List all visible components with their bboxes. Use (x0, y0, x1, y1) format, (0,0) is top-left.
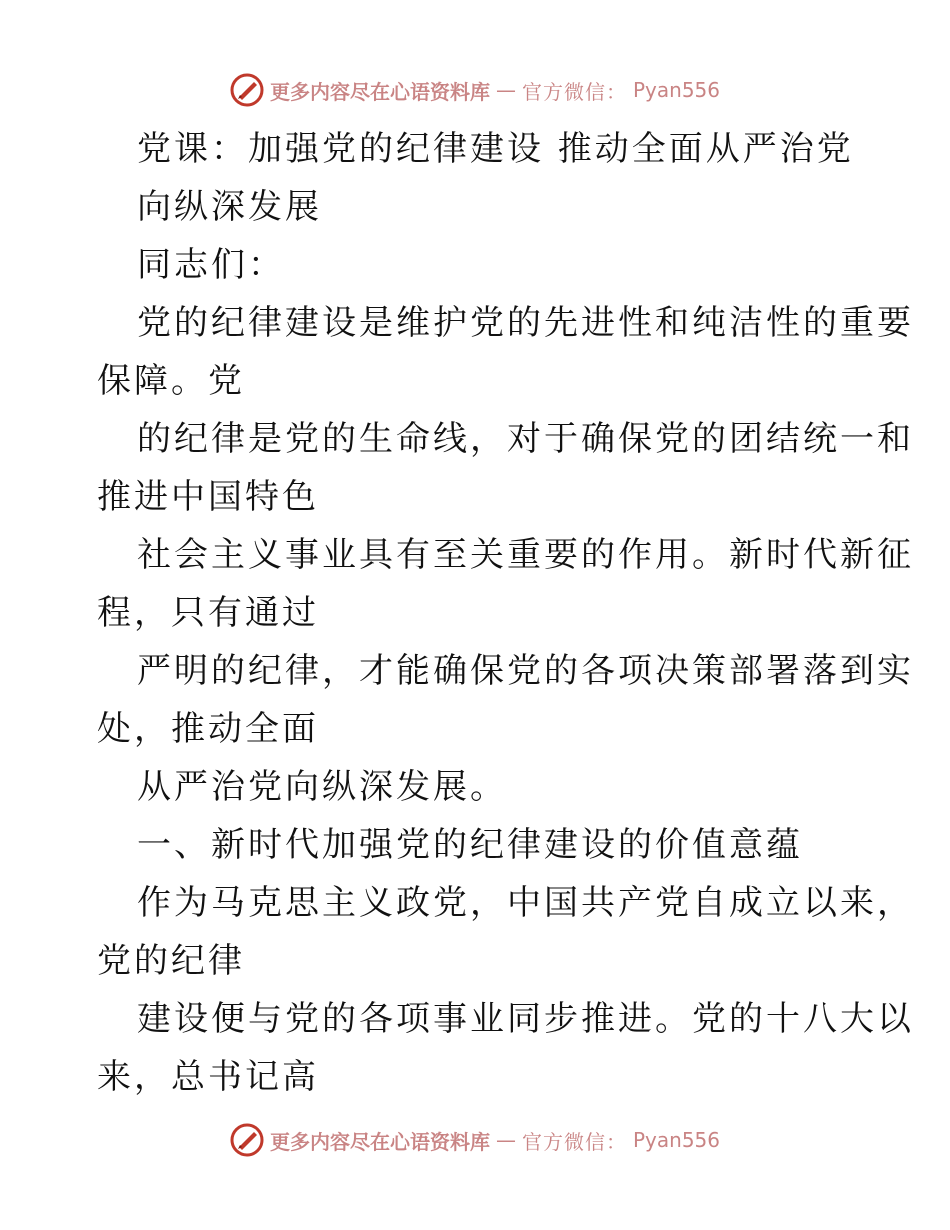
text-line: 建设便与党的各项事业同步推进。党的十八大以 (137, 999, 914, 1039)
title-line-1: 党课：加强党的纪律建设 推动全面从严治党 (137, 129, 854, 169)
title-line-2: 向纵深发展 (137, 187, 322, 227)
document-body (97, 120, 914, 1106)
text-line: 严明的纪律，才能确保党的各项决策部署落到实 (137, 651, 914, 691)
banner-dash: — (495, 1128, 516, 1152)
text-line: 程，只有通过 (97, 593, 319, 633)
text-line: 来，总书记高 (97, 1057, 319, 1097)
banner-wechat-label: 官方微信： (521, 1129, 627, 1154)
text-line: 从严治党向纵深发展。 (137, 767, 507, 807)
banner-wechat-id: Pyan556 (632, 1128, 720, 1152)
banner-site-name: 更多内容尽在心语资料库 (269, 1129, 490, 1154)
logo-icon (230, 73, 264, 107)
banner-dash: — (495, 78, 516, 102)
salutation: 同志们： (137, 245, 285, 285)
text-line: 保障。党 (97, 361, 245, 401)
text-line: 党的纪律 (97, 941, 245, 981)
banner-site-name: 更多内容尽在心语资料库 (269, 79, 490, 104)
banner-wechat-label: 官方微信： (521, 79, 627, 104)
text-line: 的纪律是党的生命线，对于确保党的团结统一和 (137, 419, 914, 459)
banner-wechat-id: Pyan556 (632, 78, 720, 102)
section-heading: 一、新时代加强党的纪律建设的价值意蕴 (137, 825, 803, 865)
header-banner (0, 70, 950, 110)
text-line: 社会主义事业具有至关重要的作用。新时代新征 (137, 535, 914, 575)
text-line: 处，推动全面 (97, 709, 319, 749)
footer-banner (0, 1120, 950, 1160)
text-line: 作为马克思主义政党，中国共产党自成立以来， (137, 883, 914, 923)
logo-icon (230, 1123, 264, 1157)
text-line: 党的纪律建设是维护党的先进性和纯洁性的重要 (137, 303, 914, 343)
text-line: 推进中国特色 (97, 477, 319, 517)
